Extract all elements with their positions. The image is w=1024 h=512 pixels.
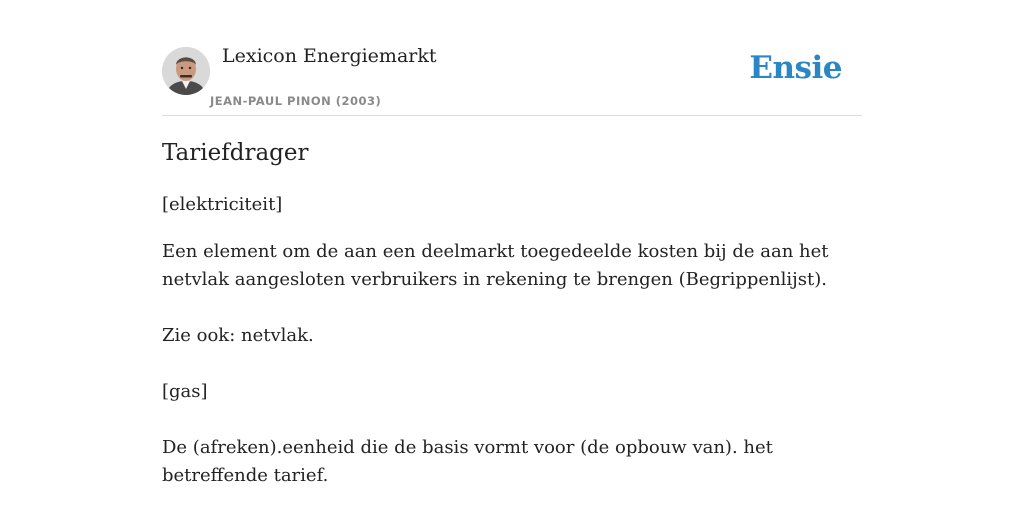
page: [162, 0, 862, 486]
brand-logo[interactable]: Ensie: [749, 50, 842, 86]
author-avatar: [162, 47, 210, 95]
entry-paragraph: Een element om de aan een deelmarkt toegedeelde kosten bij de aan het netvlak aangesloten verbruikers in rekening te brengen (Begrippenlijst).: [162, 241, 829, 290]
book-title[interactable]: Lexicon Energiemarkt: [222, 45, 437, 67]
author-name[interactable]: JEAN-PAUL PINON (2003): [210, 94, 382, 108]
entry-paragraph: De (afreken).eenheid die de basis vormt voor (de opbouw van). het betreffende tarief.: [162, 437, 773, 486]
entry-paragraph: Zie ook: netvlak.: [162, 325, 314, 346]
entry-body: [162, 191, 862, 490]
entry-paragraph: [elektriciteit]: [162, 194, 283, 215]
entry-paragraph: [gas]: [162, 381, 208, 402]
author-portrait-icon: [162, 47, 210, 95]
header: [162, 0, 862, 116]
entry-term: Tariefdrager: [162, 140, 309, 166]
